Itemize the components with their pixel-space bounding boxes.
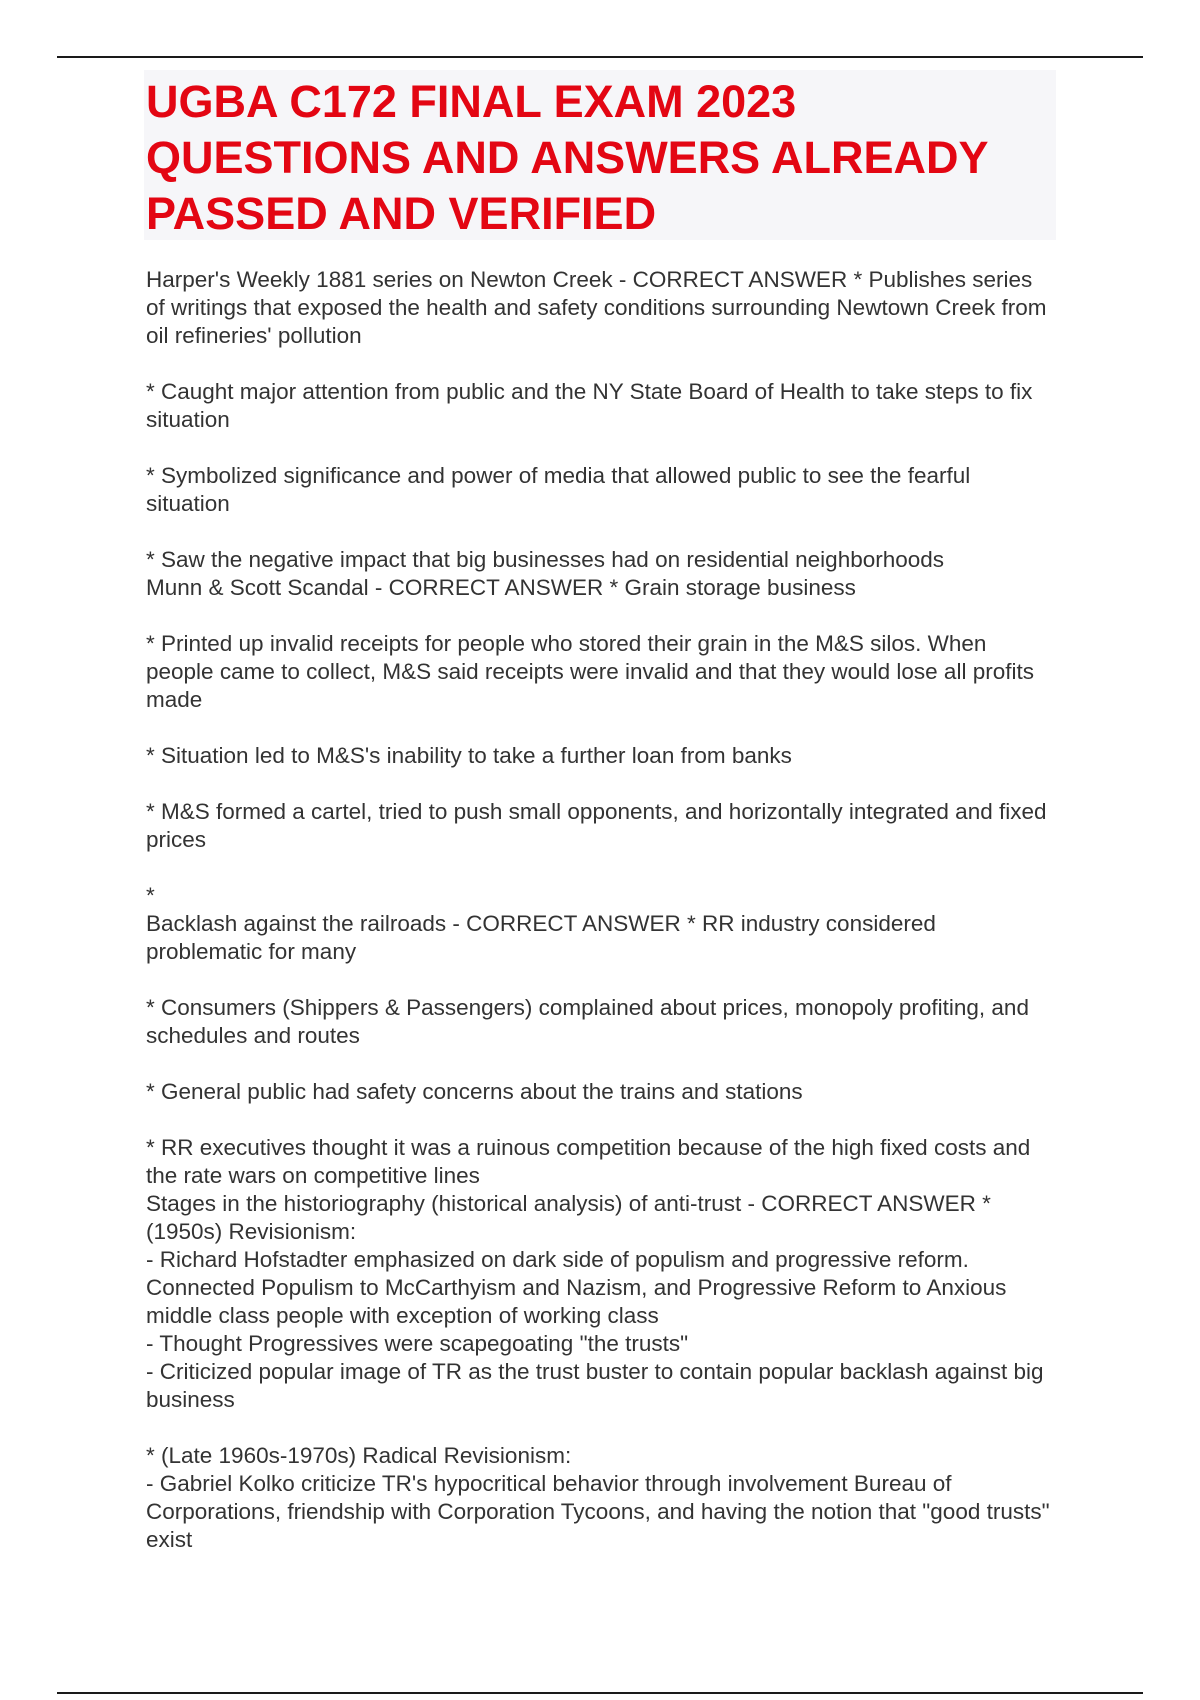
paragraph: * Backlash against the railroads - CORRECT ANSWER * RR industry considered problematic for many bbox=[146, 883, 936, 964]
paragraph: * Saw the negative impact that big businesses had on residential neighborhoods Munn & Scott Scandal - CORRECT ANSWER * Grain storage business bbox=[146, 547, 945, 600]
document-body bbox=[146, 266, 1056, 1554]
paragraph: * M&S formed a cartel, tried to push small opponents, and horizontally integrated and fixed prices bbox=[146, 799, 1047, 852]
paragraph: * Printed up invalid receipts for people who stored their grain in the M&S silos. When people came to collect, M&S said receipts were invalid and that they would lose all profits made bbox=[146, 631, 1034, 712]
paragraph: * Caught major attention from public and the NY State Board of Health to take steps to fix situation bbox=[146, 379, 1033, 432]
paragraph: * General public had safety concerns about the trains and stations bbox=[146, 1079, 803, 1104]
top-rule bbox=[57, 56, 1143, 58]
paragraph: * Symbolized significance and power of media that allowed public to see the fearful situation bbox=[146, 463, 971, 516]
bottom-rule bbox=[57, 1692, 1143, 1694]
paragraph: * Consumers (Shippers & Passengers) complained about prices, monopoly profiting, and schedules and routes bbox=[146, 995, 1029, 1048]
paragraph: * (Late 1960s-1970s) Radical Revisionism: - Gabriel Kolko criticize TR's hypocritical behavior through involvement Bureau of Corporations, friendship with Corporation Tycoons, and having the notion that "good trusts" exist bbox=[146, 1443, 1050, 1552]
paragraph: * RR executives thought it was a ruinous competition because of the high fixed costs and the rate wars on competitive lines Stages in the historiography (historical analysis) of anti-trust - CORRECT ANSWER * (1950s) Revisionism: - Richard Hofstadter emphasized on dark side of populism and progressive reform. Connected Populism to McCarthyism and Nazism, and Progressive Reform to Anxious middle class people with exception of working class - Thought Progressives were scapegoating "the trusts" - Criticized popular image of TR as the trust buster to contain popular backlash against big business bbox=[146, 1135, 1044, 1412]
paragraph: * Situation led to M&S's inability to take a further loan from banks bbox=[146, 743, 792, 768]
document-title: UGBA C172 FINAL EXAM 2023 QUESTIONS AND ANSWERS ALREADY PASSED AND VERIFIED bbox=[146, 76, 988, 239]
title-block bbox=[144, 70, 1056, 240]
paragraph: Harper's Weekly 1881 series on Newton Creek - CORRECT ANSWER * Publishes series of writings that exposed the health and safety conditions surrounding Newtown Creek from oil refineries' pollution bbox=[146, 267, 1047, 348]
